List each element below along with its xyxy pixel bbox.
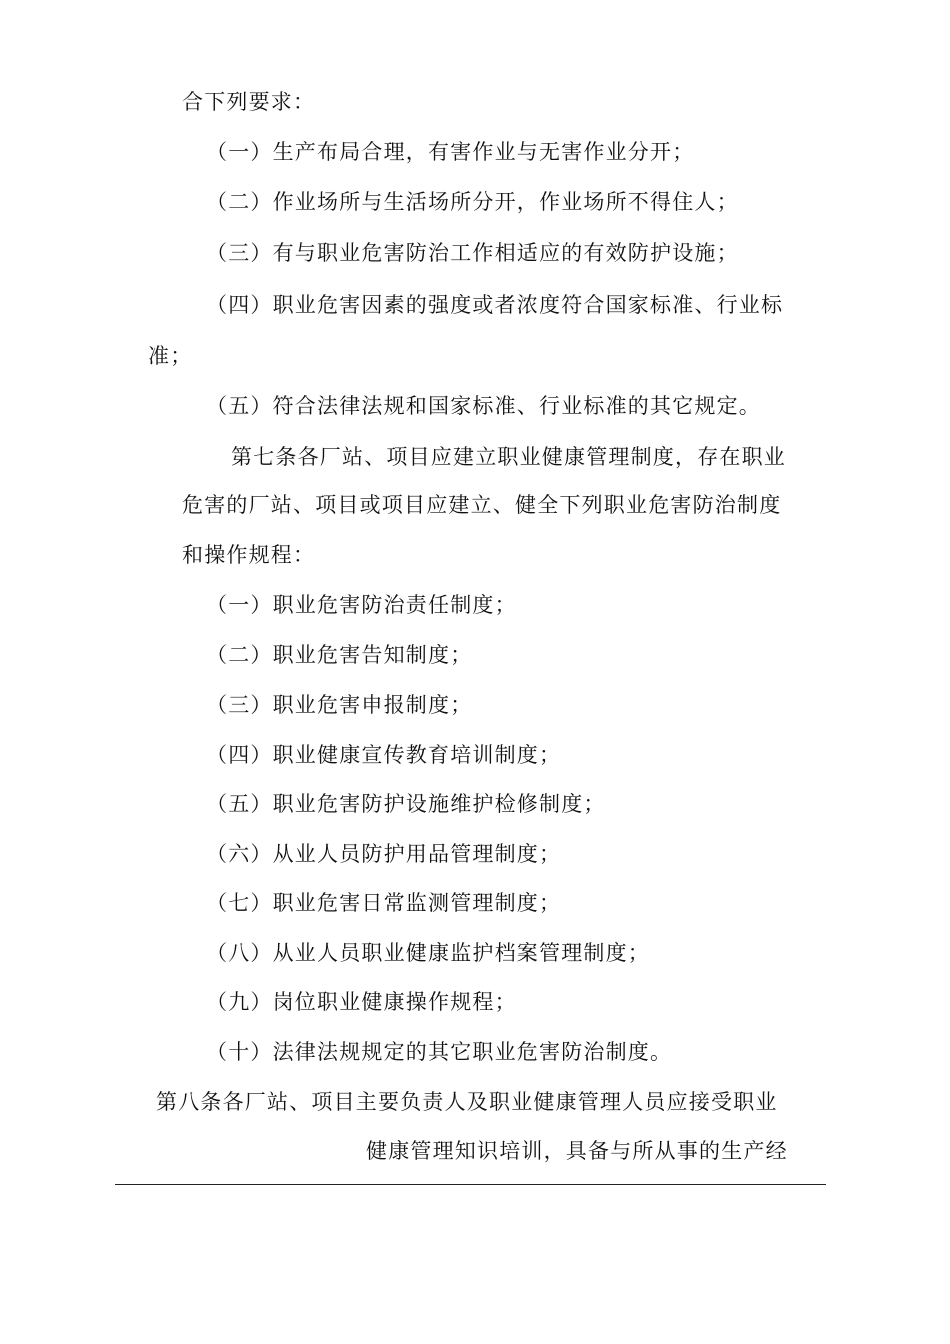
section-heading: 第八条各厂站、项目主要负责人及职业健康管理人员应接受职业	[156, 1090, 778, 1114]
list-item: （六）从业人员防护用品管理制度；	[206, 842, 562, 866]
text-line: （二）作业场所与生活场所分开，作业场所不得住人；	[206, 190, 739, 214]
text-line: （五）符合法律法规和国家标准、行业标准的其它规定。	[206, 394, 761, 418]
list-item: （二）职业危害告知制度；	[206, 643, 473, 667]
text-line: （三）有与职业危害防治工作相适应的有效防护设施；	[206, 241, 739, 265]
section-heading: 第七条各厂站、项目应建立职业健康管理制度，存在职业	[231, 445, 786, 469]
text-line: 危害的厂站、项目或项目应建立、健全下列职业危害防治制度	[182, 493, 782, 517]
list-item: （三）职业危害申报制度；	[206, 693, 473, 717]
text-line: （四）职业危害因素的强度或者浓度符合国家标准、行业标	[206, 293, 784, 317]
list-item: （九）岗位职业健康操作规程；	[206, 990, 517, 1014]
text-line: 和操作规程：	[182, 543, 316, 567]
list-item: （十）法律法规规定的其它职业危害防治制度。	[206, 1040, 673, 1064]
text-line: （一）生产布局合理，有害作业与无害作业分开；	[206, 140, 695, 164]
list-item: （八）从业人员职业健康监护档案管理制度；	[206, 941, 650, 965]
text-line: 合下列要求：	[182, 90, 316, 114]
list-item: （七）职业危害日常监测管理制度；	[206, 891, 562, 915]
list-item: （一）职业危害防治责任制度；	[206, 593, 517, 617]
text-line: 准；	[148, 344, 193, 368]
text-line: 健康管理知识培训，具备与所从事的生产经	[366, 1139, 788, 1163]
list-item: （四）职业健康宣传教育培训制度；	[206, 743, 562, 767]
footer-divider	[115, 1184, 826, 1185]
list-item: （五）职业危害防护设施维护检修制度；	[206, 792, 606, 816]
